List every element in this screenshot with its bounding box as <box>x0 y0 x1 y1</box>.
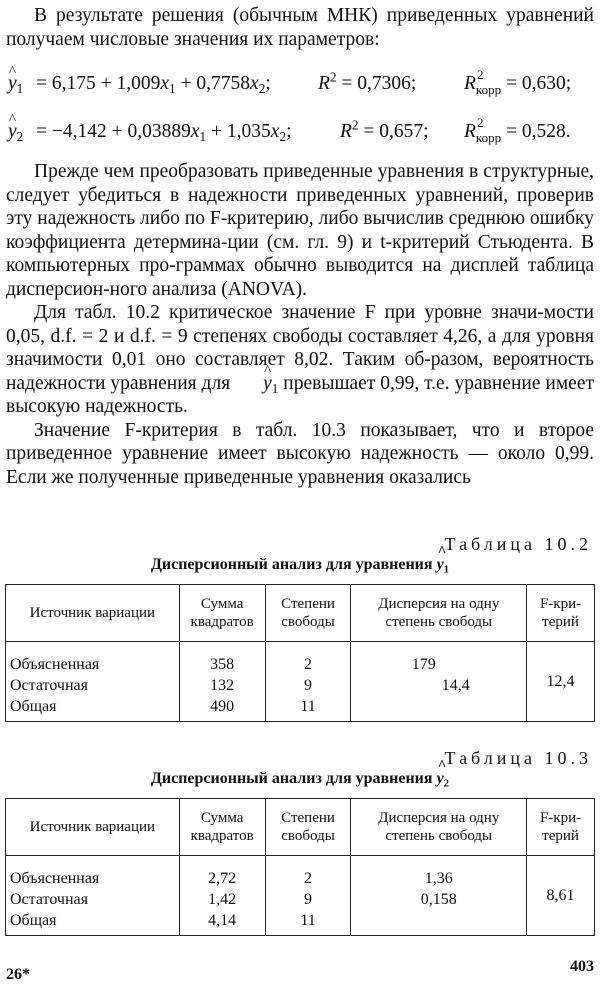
header-degrees-freedom: Степени свободы <box>265 799 351 856</box>
header-source: Источник вариации <box>6 585 180 642</box>
signature-mark: 26* <box>6 966 30 983</box>
table-2-caption: Дисперсионный анализ для уравнения ^ $y_2$ <box>0 770 600 788</box>
anova-table-1 <box>5 584 595 722</box>
source-column: Объясненная Остаточная Общая <box>6 642 180 722</box>
table-header-row <box>6 585 595 642</box>
body-text <box>6 160 594 489</box>
intro-paragraph: В результате решения (обычным МНК) приведенных уравнений получаем числовые значения их параметров: <box>6 5 594 50</box>
eq2-lhs: ^ $y_2$ <box>8 120 23 144</box>
degrees-freedom-column: 2 9 11 <box>265 856 351 936</box>
header-sum-squares: Сумма квадратов <box>179 585 265 642</box>
intro-block <box>6 4 594 51</box>
header-source: Источник вариации <box>6 799 180 856</box>
variance-column: 1,36 0,158 <box>351 856 527 936</box>
eq2-rhs: = $-4,142 + 0,03889x_1 + 1,035x_2$; <box>36 121 292 144</box>
header-f-criterion: F-кри-терий <box>527 585 595 642</box>
f-value-cell: 8,61 <box>527 856 595 936</box>
paragraph-critical-f: Для табл. 10.2 критическое значение F при уровне значи-мости 0,05, d.f. = 2 и d.f. = 9 степенях свободы составляет 4,26, а для уровня значимости 0,01 оно составляет 8,02. Таким об-разом, вероятность надежности уравнения для ^ $y_1$ превышает 0,99, т.е. уравнение имеет высокую надежность. <box>6 301 594 419</box>
paragraph-reliability: Прежде чем преобразовать приведенные уравнения в структурные, следует убедиться в надежности приведенных уравнений, проверив эту надежность либо по F-критерию, либо вычислив среднюю ошибку коэффициента детермина-ции (см. гл. 9) и t-критерий Стьюдента. В компьютерных про-граммах обычно выводится на дисплей таблица дисперсион-ного анализа (ANOVA). <box>6 161 594 300</box>
sum-squares-column: 2,72 1,42 4,14 <box>179 856 265 936</box>
degrees-freedom-column: 2 9 11 <box>265 642 351 722</box>
header-variance: Дисперсия на одну степень свободы <box>351 799 527 856</box>
table-body-row <box>6 642 595 722</box>
eq1-r2: $R^2 = 0,7306$; <box>318 69 417 94</box>
eq1-lhs: ^ $y_1$ <box>8 72 23 96</box>
anova-table-2 <box>5 798 595 936</box>
header-f-criterion: F-кри-терий <box>527 799 595 856</box>
header-variance: Дисперсия на одну степень свободы <box>351 585 527 642</box>
header-sum-squares: Сумма квадратов <box>179 799 265 856</box>
eq2-r2: $R^2 = 0,657$; <box>340 117 429 142</box>
header-degrees-freedom: Степени свободы <box>265 585 351 642</box>
source-column: Объясненная Остаточная Общая <box>6 856 180 936</box>
eq2-rkorr: R 2 $_{корр}$ = 0,528. <box>464 115 571 145</box>
table-1-label: Таблица 10.2 <box>444 534 592 554</box>
page-number: 403 <box>570 958 594 975</box>
table-1-caption: Дисперсионный анализ для уравнения ^ $y_1$ <box>0 556 600 574</box>
f-value-cell: 12,4 <box>527 642 595 722</box>
eq1-rhs: = $6,175 + 1,009x_1 + 0,7758x_2$; <box>36 73 271 96</box>
table-header-row <box>6 799 595 856</box>
table-2-label: Таблица 10.3 <box>444 748 592 768</box>
variance-column: 179 14,4 <box>351 642 527 722</box>
paragraph-second-equation: Значение F-критерия в табл. 10.3 показывает, что и второе приведенное уравнение имеет высокую надежность — около 0,99. Если же полученные приведенные уравнения оказались <box>6 419 594 488</box>
eq1-rkorr: R 2 $_{корр}$ = 0,630; <box>464 67 572 97</box>
table-body-row <box>6 856 595 936</box>
sum-squares-column: 358 132 490 <box>179 642 265 722</box>
